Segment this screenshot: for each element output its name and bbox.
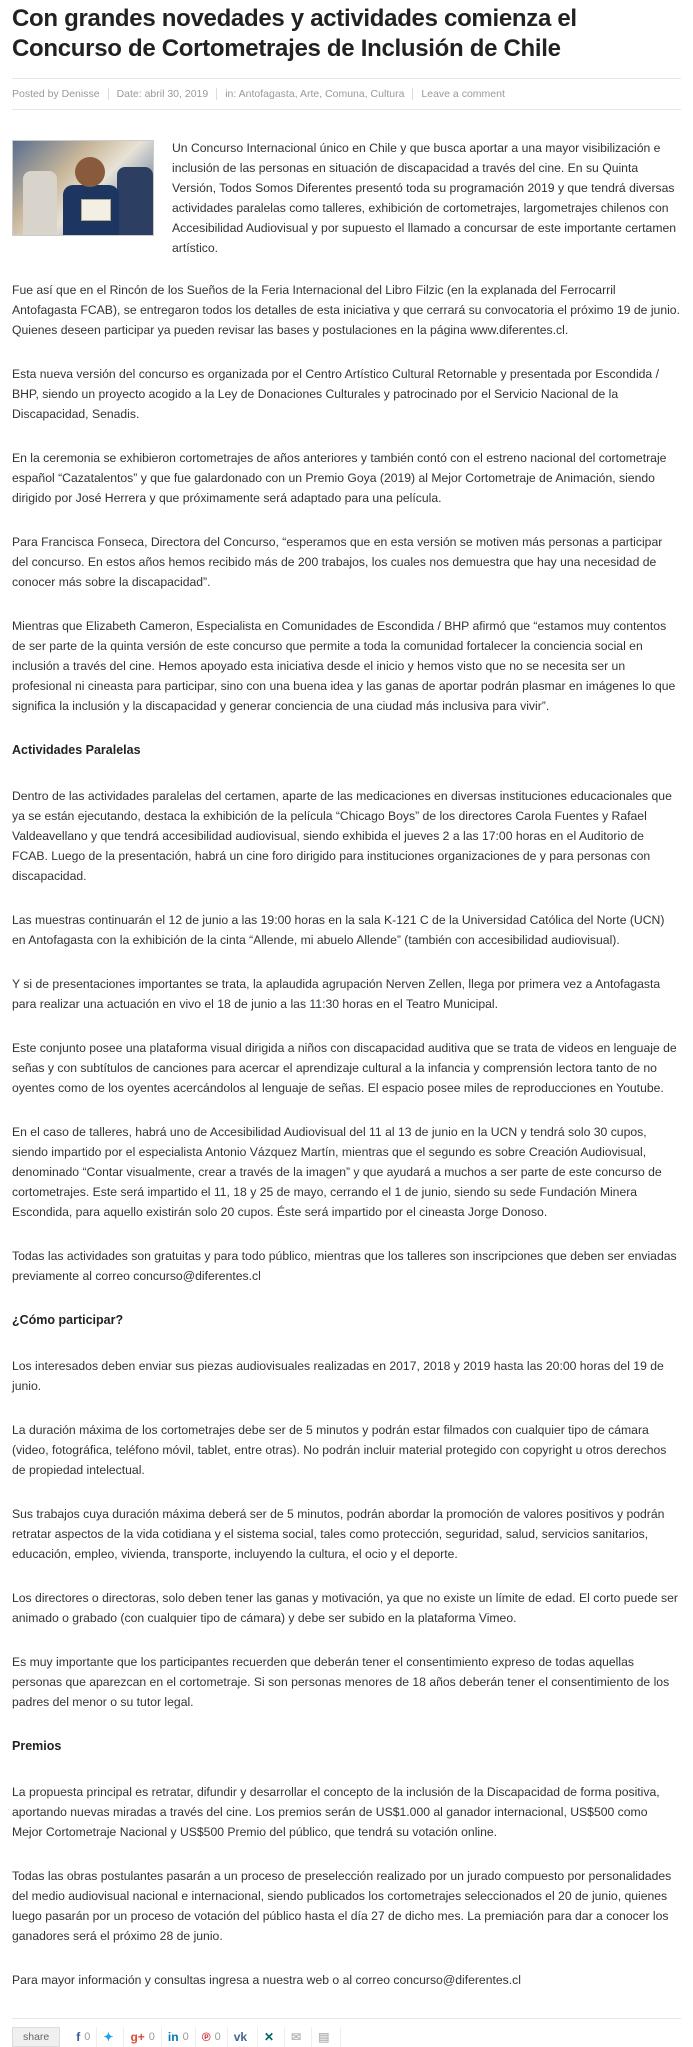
paragraph: En el caso de talleres, habrá uno de Accesibilidad Audiovisual del 11 al 13 de junio en la UCN y tendrá solo 30 cupos, siendo impartido por el especialista Antonio Vázquez Martín, mientras que el segundo es sobre Creación Audiovisual, denominado “Contar visualmente, crear a través de la imagen” y que ayudará a muchos a ser parte de este concurso de cortometrajes. Este será impartido el 11, 18 y 25 de mayo, cerrando el 1 de junio, siendo su sede Fundación Minera Escondida, para aquello existirán solo 20 cupos. Éste será impartido por el cineasta Jorge Donoso. bbox=[12, 1125, 662, 1220]
linkedin-icon: in bbox=[167, 2030, 179, 2045]
pinterest-icon: ℗ bbox=[201, 2030, 211, 2045]
paragraph: Todas las actividades son gratuitas y para todo público, mientras que los talleres son inscripciones que deben ser enviadas previamente al correo concurso@diferentes.cl bbox=[12, 1249, 677, 1284]
paragraph: Las muestras continuarán el 12 de junio a las 19:00 horas en la sala K-121 C de la Universidad Católica del Norte (UCN) en Antofagasta con la exhibición de la cinta “Allende, mi abuelo Allende” (también con accesibilidad audiovisual). bbox=[12, 913, 665, 948]
twitter-share-button[interactable] bbox=[97, 2027, 124, 2047]
paragraph: Los directores o directoras, solo deben tener las ganas y motivación, ya que no existe un límite de edad. El corto puede ser animado o grabado (con cualquier tipo de cámara) y debe ser subido en la plataforma Vimeo. bbox=[12, 1591, 678, 1626]
pinterest-count: 0 bbox=[214, 2031, 221, 2044]
intro-paragraph: Un Concurso Internacional único en Chile y que busca aportar a una mayor visibilización e inclusión de las personas en situación de discapacidad a través del cine. En su Quinta Versión, Todos Somos Diferentes presentó toda su programación 2019 y que tendrá diversas actividades paralelas como talleres, exhibición de cortometrajes, largometrajes chilenos con Accesibilidad Audiovisual y por supuesto el llamado a concursar de este importante certamen artístico. bbox=[172, 141, 677, 256]
paragraph: Dentro de las actividades paralelas del certamen, aparte de las medicaciones en diversas instituciones educacionales que ya se están ejecutando, destaca la exhibición de la película “Chicago Boys” de los directores Carola Fuentes y Rafael Valdeavellano y que tendrá accesibilidad audiovisual, siendo exhibida el jueves 2 a las 17:00 horas en el Auditorio de FCAB. Luego de la presentación, habrá un cine foro dirigido para instituciones organizaciones de y para personas con discapacidad. bbox=[12, 789, 672, 884]
paragraph: Mientras que Elizabeth Cameron, Especialista en Comunidades de Escondida / BHP afirmó que “estamos muy contentos de ser parte de la quinta versión de este concurso que permite a toda la comunidad fortalecer la conciencia social en inclusión a través del cine. Hemos apoyado esta iniciativa desde el inicio y hemos visto que no se necesita ser un profesional ni cineasta para participar, sino con una buena idea y las ganas de aportar podrán plasmar en imágenes lo que significa la inclusión y la discapacidad y generar conciencia de una ciudad más inclusiva para vivir”. bbox=[12, 619, 676, 714]
paragraph: Este conjunto posee una plataforma visual dirigida a niños con discapacidad auditiva que se trata de videos en lenguaje de señas y con subtítulos de canciones para acercar el aprendizaje cultural a la infancia y comprensión lectora tanto de no oyentes como de los oyentes acercándolos al lenguaje de señas. El espacio posee miles de reproducciones en Youtube. bbox=[12, 1041, 677, 1096]
featured-image bbox=[12, 140, 154, 236]
share-bar bbox=[12, 2018, 681, 2047]
paragraph: Es muy importante que los participantes recuerden que deberán tener el consentimiento expreso de todas aquellas personas que aparezcan en el cortometraje. Si son personas menores de 18 años deberán tener el consentimiento de los padres del menor o su tutor legal. bbox=[12, 1655, 670, 1710]
section-heading-premios: Premios bbox=[12, 1739, 62, 1754]
paragraph: Fue así que en el Rincón de los Sueños de la Feria Internacional del Libro Filzic (en la explanada del Ferrocarril Antofagasta FCAB), se entregaron todos los detalles de esta iniciativa y que cerrará su convocatoria el próximo 19 de junio. Quienes deseen participar ya pueden revisar las bases y postulaciones en la página www.diferentes.cl. bbox=[12, 283, 680, 338]
paragraph: La propuesta principal es retratar, difundir y desarrollar el concepto de la inclusión de la Discapacidad de forma positiva, aportando nuevas miradas a través del cine. Los premios serán de US$1.000 al ganador internacional, US$500 como Mejor Cortometraje Nacional y US$500 Premio del público, que tendrá su votación online. bbox=[12, 1785, 660, 1840]
article-body bbox=[12, 138, 681, 1990]
article-title: Con grandes novedades y actividades comienza el Concurso de Cortometrajes de Inclusión de Chile bbox=[12, 5, 577, 62]
paragraph: Y si de presentaciones importantes se trata, la aplaudida agrupación Nerven Zellen, llega por primera vez a Antofagasta para realizar una actuación en vivo el 18 de junio a las 11:30 horas en el Teatro Municipal. bbox=[12, 977, 661, 1012]
print-share-button[interactable] bbox=[312, 2027, 340, 2047]
facebook-count: 0 bbox=[84, 2031, 91, 2044]
post-author: Posted by Denisse bbox=[12, 88, 100, 100]
share-label: share bbox=[12, 2027, 60, 2047]
facebook-icon: f bbox=[76, 2030, 81, 2045]
post-date: Date: abril 30, 2019 bbox=[116, 88, 209, 100]
paragraph: Sus trabajos cuya duración máxima deberá ser de 5 minutos, podrán abordar la promoción de valores positivos y podrán retratar aspectos de la vida cotidiana y el sistema social, tales como protección, seguridad, salud, servicios sanitarios, educación, empleo, vivienda, transporte, incluyendo la cultura, el ocio y el deporte. bbox=[12, 1507, 665, 1562]
paragraph: La duración máxima de los cortometrajes debe ser de 5 minutos y podrán estar filmados con cualquier tipo de cámara (video, fotográfica, teléfono móvil, tablet, entre otras). No podrán incluir material protegido con copyright u otros derechos de propiedad intelectual. bbox=[12, 1423, 667, 1478]
paragraph: Todas las obras postulantes pasarán a un proceso de preselección realizado por un jurado compuesto por personalidades del medio audiovisual nacional e internacional, siendo publicados los cortometrajes seleccionados el 20 de junio, quienes luego pasarán por un proceso de votación del público hasta el día 27 de dicho mes. La premiación para dar a conocer los ganadores será el próximo 28 de junio. bbox=[12, 1869, 672, 1944]
email-share-button[interactable] bbox=[285, 2027, 312, 2047]
paragraph: En la ceremonia se exhibieron cortometrajes de años anteriores y también contó con el estreno nacional del cortometraje español “Cazatalentos” y que fue galardonado con un Premio Goya (2019) al Mejor Cortometraje de Animación, siendo dirigido por José Herrera y que próximamente será adaptado para una película. bbox=[12, 451, 667, 506]
google-plus-count: 0 bbox=[148, 2031, 155, 2044]
leave-comment-link[interactable]: Leave a comment bbox=[421, 88, 505, 100]
print-icon: ▤ bbox=[318, 2030, 330, 2045]
paragraph: Los interesados deben enviar sus piezas audiovisuales realizadas en 2017, 2018 y 2019 hasta las 20:00 horas del 19 de junio. bbox=[12, 1359, 664, 1394]
paragraph: Para Francisca Fonseca, Directora del Concurso, “esperamos que en esta versión se motiven más personas a participar del concurso. En estos años hemos recibido más de 200 trabajos, los cuales nos demuestra que hay una necesidad de conocer más sobre la discapacidad”. bbox=[12, 535, 663, 590]
xing-share-button[interactable] bbox=[258, 2027, 285, 2047]
section-heading-como-participar: ¿Cómo participar? bbox=[12, 1313, 124, 1328]
google-plus-icon: g+ bbox=[130, 2030, 145, 2045]
section-heading-actividades: Actividades Paralelas bbox=[12, 743, 141, 758]
facebook-share-button[interactable] bbox=[70, 2027, 97, 2047]
linkedin-share-button[interactable] bbox=[162, 2027, 196, 2047]
vk-icon: vk bbox=[233, 2030, 248, 2045]
google-plus-share-button[interactable] bbox=[124, 2027, 161, 2047]
intro-block bbox=[12, 138, 681, 258]
paragraph: Esta nueva versión del concurso es organizada por el Centro Artístico Cultural Retornable y presentada por Escondida / BHP, siendo un proyecto acogido a la Ley de Donaciones Culturales y patrocinado por el Servicio Nacional de la Discapacidad, Senadis. bbox=[12, 367, 659, 422]
envelope-icon: ✉ bbox=[291, 2030, 302, 2045]
linkedin-count: 0 bbox=[182, 2031, 189, 2044]
pinterest-share-button[interactable] bbox=[196, 2027, 228, 2047]
post-meta bbox=[12, 78, 681, 110]
paragraph: Para mayor información y consultas ingresa a nuestra web o al correo concurso@diferentes.cl bbox=[12, 1973, 521, 1988]
xing-icon: ✕ bbox=[264, 2030, 275, 2045]
post-categories[interactable]: in: Antofagasta, Arte, Comuna, Cultura bbox=[225, 88, 405, 100]
twitter-icon: ✦ bbox=[103, 2030, 114, 2045]
vk-share-button[interactable] bbox=[228, 2027, 258, 2047]
